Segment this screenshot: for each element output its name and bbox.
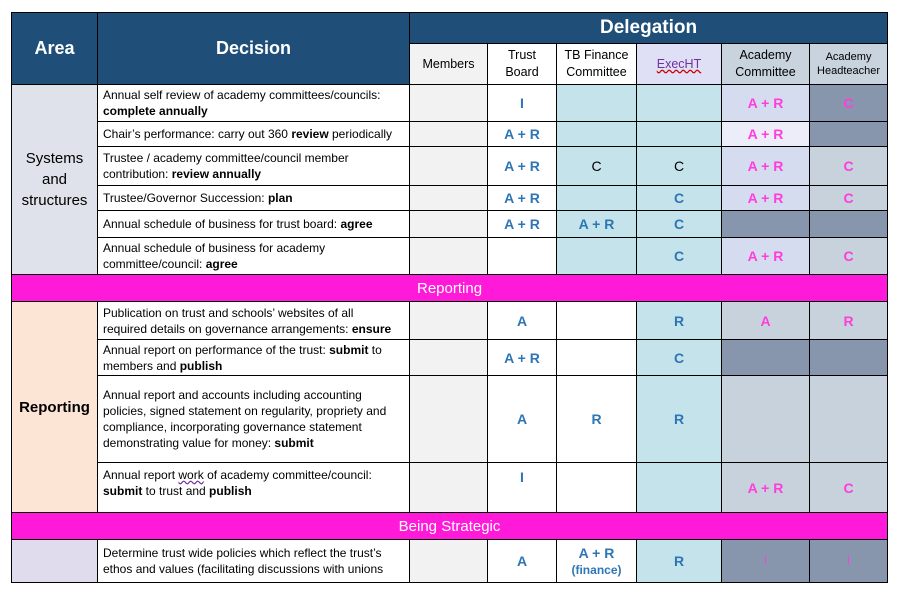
tb-finance-cell xyxy=(557,186,637,211)
tb-finance-cell xyxy=(557,340,637,376)
trust-board-cell: A + R xyxy=(488,211,557,238)
col-trust-board: Trust Board xyxy=(488,44,557,85)
exec-ht-cell xyxy=(637,463,722,513)
exec-ht-cell: C xyxy=(637,186,722,211)
trust-board-cell: A xyxy=(488,376,557,463)
trust-board-cell: A + R xyxy=(488,122,557,147)
tb-finance-cell: A + R xyxy=(557,211,637,238)
academy-committee-cell: A + R xyxy=(722,186,810,211)
exec-ht-cell: C xyxy=(637,238,722,275)
col-tb-finance: TB Finance Committee xyxy=(557,44,637,85)
exec-ht-cell xyxy=(637,122,722,147)
exec-ht-cell: C xyxy=(637,211,722,238)
academy-committee-cell: I xyxy=(722,540,810,583)
tb-finance-cell: R xyxy=(557,376,637,463)
academy-committee-cell: A + R xyxy=(722,122,810,147)
tb-finance-cell xyxy=(557,238,637,275)
decision-cell: Determine trust wide policies which reflect the trust’s ethos and values (facilitating discussions with unions xyxy=(98,540,410,583)
academy-committee-cell xyxy=(722,376,810,463)
trust-board-cell: I xyxy=(488,85,557,122)
header-decision: Decision xyxy=(98,13,410,85)
exec-ht-cell: R xyxy=(637,302,722,340)
academy-head-cell: I xyxy=(810,540,888,583)
decision-cell: Annual schedule of business for trust board: agree xyxy=(98,211,410,238)
members-cell xyxy=(410,340,488,376)
academy-head-cell xyxy=(810,340,888,376)
members-cell xyxy=(410,85,488,122)
area-systems: Systems and structures xyxy=(12,85,98,275)
academy-committee-cell xyxy=(722,211,810,238)
academy-committee-cell: A + R xyxy=(722,147,810,186)
members-cell xyxy=(410,238,488,275)
area-reporting: Reporting xyxy=(12,302,98,513)
decision-cell: Trustee/Governor Succession: plan xyxy=(98,186,410,211)
tb-finance-cell xyxy=(557,122,637,147)
section-band-reporting: Reporting xyxy=(12,275,888,302)
trust-board-cell xyxy=(488,238,557,275)
academy-head-cell xyxy=(810,122,888,147)
academy-head-cell: C xyxy=(810,463,888,513)
academy-committee-cell: A + R xyxy=(722,463,810,513)
decision-cell: Annual report on performance of the trust: submit to members and publish xyxy=(98,340,410,376)
area-strategic xyxy=(12,540,98,583)
members-cell xyxy=(410,147,488,186)
academy-committee-cell xyxy=(722,340,810,376)
decision-cell: Annual report and accounts including accounting policies, signed statement on regularity, propriety and compliance, incorporating governance statement demonstrating value for money: submit xyxy=(98,376,410,463)
tb-finance-cell xyxy=(557,463,637,513)
exec-ht-cell: C xyxy=(637,147,722,186)
decision-cell: Annual self review of academy committees/councils: complete annually xyxy=(98,85,410,122)
col-members: Members xyxy=(410,44,488,85)
exec-ht-cell: R xyxy=(637,540,722,583)
academy-head-cell: C xyxy=(810,186,888,211)
decision-cell: Trustee / academy committee/council member contribution: review annually xyxy=(98,147,410,186)
tb-finance-cell xyxy=(557,302,637,340)
col-exec-ht: ExecHT xyxy=(637,44,722,85)
trust-board-cell: A xyxy=(488,302,557,340)
col-academy-headteacher: Academy Headteacher xyxy=(810,44,888,85)
members-cell xyxy=(410,122,488,147)
academy-head-cell: C xyxy=(810,147,888,186)
tb-finance-cell xyxy=(557,85,637,122)
academy-head-cell: C xyxy=(810,85,888,122)
col-academy-committee: Academy Committee xyxy=(722,44,810,85)
trust-board-cell: I xyxy=(488,463,557,513)
academy-committee-cell: A xyxy=(722,302,810,340)
members-cell xyxy=(410,376,488,463)
trust-board-cell: A xyxy=(488,540,557,583)
exec-ht-cell: R xyxy=(637,376,722,463)
decision-cell: Chair’s performance: carry out 360 review periodically xyxy=(98,122,410,147)
members-cell xyxy=(410,211,488,238)
academy-head-cell: C xyxy=(810,238,888,275)
academy-head-cell: R xyxy=(810,302,888,340)
exec-ht-cell xyxy=(637,85,722,122)
members-cell xyxy=(410,463,488,513)
trust-board-cell: A + R xyxy=(488,147,557,186)
members-cell xyxy=(410,302,488,340)
exec-ht-cell: C xyxy=(637,340,722,376)
academy-head-cell xyxy=(810,211,888,238)
members-cell xyxy=(410,540,488,583)
members-cell xyxy=(410,186,488,211)
section-band-strategic: Being Strategic xyxy=(12,513,888,540)
academy-committee-cell: A + R xyxy=(722,85,810,122)
academy-head-cell xyxy=(810,376,888,463)
trust-board-cell: A + R xyxy=(488,186,557,211)
decision-cell: Publication on trust and schools’ websites of all required details on governance arrangements: ensure xyxy=(98,302,410,340)
academy-committee-cell: A + R xyxy=(722,238,810,275)
decision-cell: Annual report work of academy committee/council: submit to trust and publish xyxy=(98,463,410,513)
decision-cell: Annual schedule of business for academy committee/council: agree xyxy=(98,238,410,275)
tb-finance-cell: C xyxy=(557,147,637,186)
trust-board-cell: A + R xyxy=(488,340,557,376)
header-delegation: Delegation xyxy=(410,13,888,44)
tb-finance-cell: A + R (finance) xyxy=(557,540,637,583)
delegation-table xyxy=(11,12,888,583)
header-area: Area xyxy=(12,13,98,85)
